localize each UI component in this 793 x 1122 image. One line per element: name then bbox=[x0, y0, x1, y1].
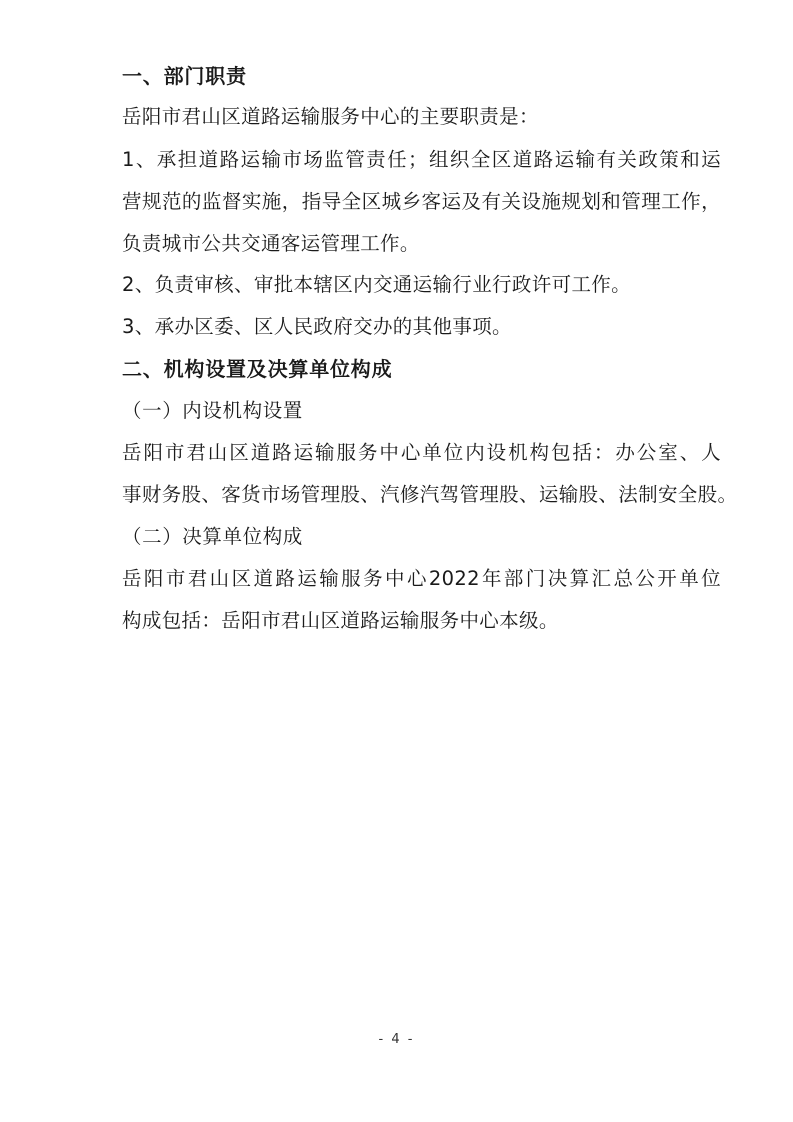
section2-heading: 二、机构设置及决算单位构成 bbox=[122, 357, 393, 381]
section2-sub2-line2: 构成包括：岳阳市君山区道路运输服务中心本级。 bbox=[122, 609, 559, 632]
section1-item2: 2、负责审核、审批本辖区内交通运输行业行政许可工作。 bbox=[122, 273, 632, 296]
section1-intro: 岳阳市君山区道路运输服务中心的主要职责是： bbox=[122, 105, 539, 128]
section1-item1-line1: 1、承担道路运输市场监管责任；组织全区道路运输有关政策和运 bbox=[122, 148, 721, 171]
section2-sub1-title: （一）内设机构设置 bbox=[122, 399, 303, 422]
section2-sub1-line1: 岳阳市君山区道路运输服务中心单位内设机构包括：办公室、人 bbox=[122, 441, 721, 464]
section1-heading: 一、部门职责 bbox=[122, 64, 247, 88]
section2-sub2-line1: 岳阳市君山区道路运输服务中心2022年部门决算汇总公开单位 bbox=[122, 567, 721, 590]
page-number: - 4 - bbox=[378, 1032, 415, 1047]
section2-sub1-line2: 事财务股、客货市场管理股、汽修汽驾管理股、运输股、法制安全股。 bbox=[122, 483, 738, 506]
section1-item1-line2: 营规范的监督实施，指导全区城乡客运及有关设施规划和管理工作， bbox=[122, 190, 721, 213]
section1-item3: 3、承办区委、区人民政府交办的其他事项。 bbox=[122, 315, 512, 338]
section2-sub2-title: （二）决算单位构成 bbox=[122, 525, 303, 548]
section1-item1-line3: 负责城市公共交通客运管理工作。 bbox=[122, 232, 420, 255]
